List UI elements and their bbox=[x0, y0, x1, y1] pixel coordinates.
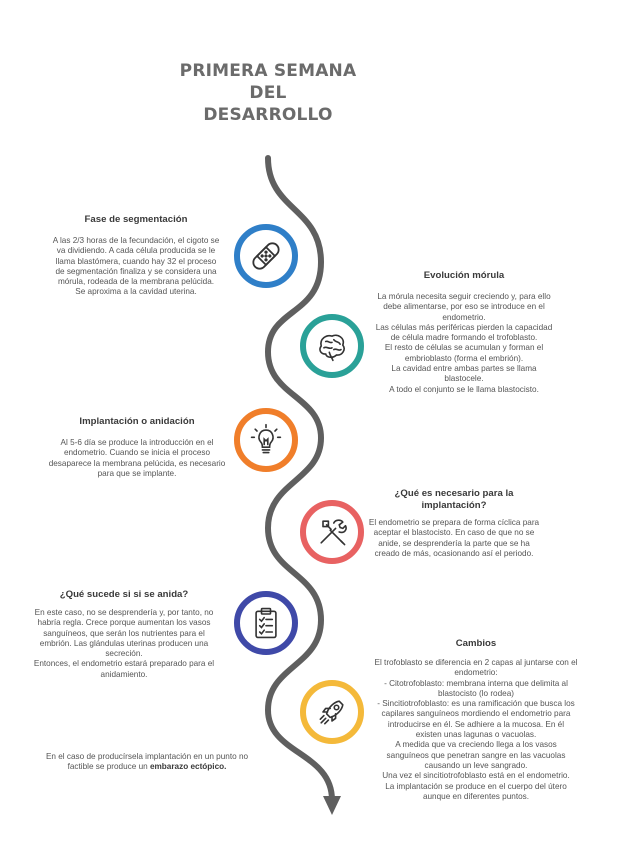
implantation-text: Al 5-6 día se produce la introducción en el endometrio. Cuando se inicia el proceso desaparece la membrana pelúcida, es necesario para que se implante. bbox=[48, 438, 226, 478]
changes-paragraph: A medida que va creciendo llega a los vasos sanguíneos que penetran sangre en las vacuolas causando un leve sangrado. bbox=[386, 740, 566, 770]
changes-paragraph: La implantación se produce en el cuerpo del útero aunque en diferentes puntos. bbox=[385, 781, 567, 801]
nesting-text-2: Entonces, el endometrio estará preparado para el anidamiento. bbox=[33, 659, 215, 679]
segmentation-heading: Fase de segmentación bbox=[84, 214, 188, 225]
implantation-section bbox=[48, 416, 226, 479]
lightbulb-icon bbox=[248, 422, 284, 458]
changes-section bbox=[374, 638, 578, 802]
changes-icon-circle bbox=[300, 680, 364, 744]
changes-paragraph: Una vez el sincitiotrofoblasto está en el endometrio. bbox=[382, 771, 570, 781]
nesting-text: En este caso, no se desprendería y, por tanto, no habría regla. Crece porque aumentan los vasos sanguíneos, que serán los nutrientes para el embrión. Las glándulas uterinas producen una secreción. bbox=[34, 608, 214, 659]
morula-section bbox=[372, 270, 556, 395]
clipboard-icon bbox=[248, 605, 284, 641]
requirements-icon-circle bbox=[300, 500, 364, 564]
morula-paragraph: A todo el conjunto se le llama blastocisto. bbox=[389, 384, 539, 394]
implantation-heading: Implantación o anidación bbox=[79, 416, 195, 427]
morula-paragraph: El resto de células se acumulan y forman el embrioblasto (forma el embrión). bbox=[384, 343, 544, 363]
title-line-1: PRIMERA SEMANA bbox=[179, 61, 357, 81]
morula-heading: Evolución mórula bbox=[423, 270, 505, 281]
implantation-icon-circle bbox=[234, 408, 298, 472]
changes-heading: Cambios bbox=[455, 638, 497, 649]
morula-paragraph: Las células más periféricas pierden la capacidad de célula madre formando el trofoblasto. bbox=[375, 322, 553, 343]
nesting-icon-circle bbox=[234, 591, 298, 655]
requirements-heading: ¿Qué es necesario para la implantación? bbox=[394, 488, 514, 511]
nesting-heading: ¿Qué sucede si si se anida? bbox=[59, 589, 189, 600]
nesting-section bbox=[28, 589, 220, 680]
morula-paragraph: La mórula necesita seguir creciendo y, para ello debe alimentarse, por eso se introduce en el endometrio. bbox=[377, 292, 551, 322]
arrow-head-icon bbox=[323, 796, 341, 815]
ectopic-note bbox=[36, 752, 258, 773]
requirements-section bbox=[366, 488, 542, 559]
brain-icon bbox=[314, 328, 350, 364]
changes-paragraph: - Sincitiotrofoblasto: es una ramificación que busca los capilares sanguíneos mordiendo el endometrio para introducirse en él. Se adhiere a la mucosa. En él existen unas lagunas o vacuolas. bbox=[377, 699, 575, 740]
ectopic-text-plain: En el caso de producírsela implantación en un punto no factible se produce un bbox=[45, 752, 249, 772]
segmentation-icon-circle bbox=[234, 224, 298, 288]
tools-icon bbox=[314, 514, 350, 550]
ectopic-text-bold: embarazo ectópico. bbox=[149, 762, 227, 772]
segmentation-text: A las 2/3 horas de la fecundación, el cigoto se va dividiendo. A cada célula producida se le llama blastómera, cuando hay 32 el proceso de segmentación finaliza y se considera una mórula, rodeada de la membrana pelúcida. Se aproxima a la cavidad uterina. bbox=[52, 236, 220, 297]
title-line-3: DESARROLLO bbox=[203, 105, 333, 125]
ectopic-text bbox=[36, 752, 258, 773]
changes-paragraph: El trofoblasto se diferencia en 2 capas al juntarse con el endometrio: bbox=[374, 658, 578, 678]
segmentation-section bbox=[52, 214, 220, 298]
changes-paragraph: - Citotrofoblasto: membrana interna que delimita al blastocisto (lo rodea) bbox=[384, 678, 568, 698]
rocket-icon bbox=[314, 694, 350, 730]
morula-paragraph: La cavidad entre ambas partes se llama blastocele. bbox=[391, 364, 537, 384]
morula-icon-circle bbox=[300, 314, 364, 378]
title-line-2: DEL bbox=[249, 83, 287, 103]
bandage-icon bbox=[248, 238, 284, 274]
requirements-text: El endometrio se prepara de forma cíclica para aceptar el blastocisto. En caso de que no se anide, se desprendería la parte que se ha creado de más, ocasionando así el periodo. bbox=[368, 518, 540, 558]
